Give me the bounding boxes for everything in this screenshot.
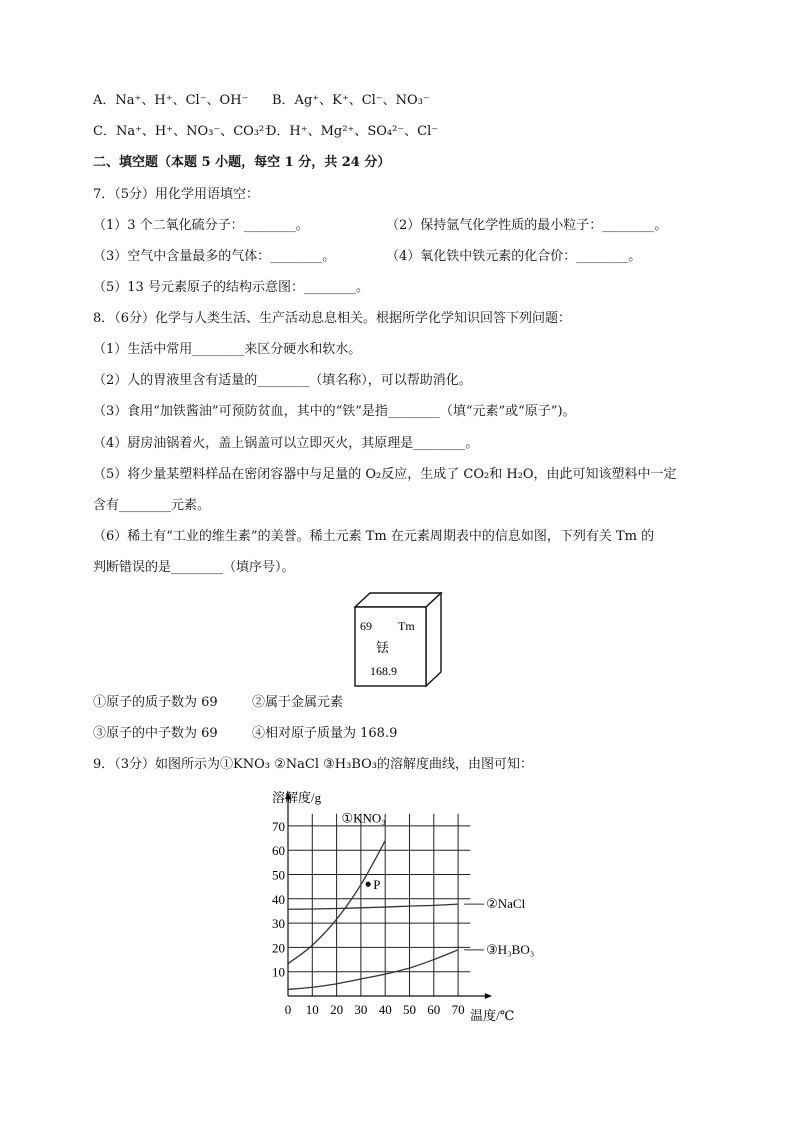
q8-part6-line1: （6）稀土有“工业的维生素”的美誉。稀土元素 Tm 在元素周期表中的信息如图，下列有关 Tm 的 bbox=[93, 529, 655, 544]
q8-option4: ④相对原子质量为 168.9 bbox=[252, 726, 398, 741]
element-mass: 168.9 bbox=[370, 664, 397, 678]
q8-part5-line1: （5）将少量某塑料样品在密闭容器中与足量的 O₂反应，生成了 CO₂和 H₂O，由此可知该塑料中一定 bbox=[93, 467, 677, 482]
q7-part5: （5）13 号元素原子的结构示意图：________。 bbox=[93, 280, 369, 295]
y-tick-label: 40 bbox=[272, 891, 285, 907]
chart-series bbox=[288, 841, 458, 990]
point-p-marker bbox=[366, 882, 371, 887]
y-tick-label: 60 bbox=[272, 843, 285, 859]
q8-part4: （4）厨房油锅着火，盖上锅盖可以立即灭火，其原理是________。 bbox=[93, 436, 479, 451]
q8-option3: ③原子的中子数为 69 bbox=[93, 726, 218, 741]
q7-stem: 7．（5分）用化学用语填空： bbox=[93, 187, 260, 202]
q8-part2: （2）人的胃液里含有适量的________（填名称），可以帮助消化。 bbox=[93, 373, 472, 388]
point-p-label: P bbox=[373, 877, 381, 893]
solubility-chart bbox=[268, 782, 538, 1032]
x-tick-label: 30 bbox=[354, 1002, 368, 1017]
x-tick-label: 20 bbox=[330, 1002, 344, 1017]
y-tick-label: 50 bbox=[272, 867, 285, 883]
y-axis-title: 溶解度/g bbox=[272, 790, 322, 805]
chart-ticks bbox=[272, 819, 465, 1017]
tile-side-face bbox=[426, 593, 441, 686]
series-label-h3bo3: ③H₃BO₃ bbox=[486, 941, 535, 957]
x-tick-label: 70 bbox=[451, 1002, 465, 1017]
q8-option1: ①原子的质子数为 69 bbox=[93, 695, 218, 710]
y-tick-label: 70 bbox=[272, 818, 285, 834]
q8-option2: ②属于金属元素 bbox=[252, 695, 344, 710]
q8-part5-line2: 含有________元素。 bbox=[93, 498, 211, 513]
q7-part2: （2）保持氩气化学性质的最小粒子：________。 bbox=[386, 218, 668, 233]
q7-part1: （1）3 个二氧化硫分子：________。 bbox=[93, 218, 309, 233]
x-axis-title: 温度/℃ bbox=[470, 1008, 515, 1023]
nacl-curve bbox=[288, 904, 458, 909]
series-label-nacl: ②NaCl bbox=[486, 896, 526, 912]
q6-option-c: C．Na⁺、H⁺、NO₃⁻、CO₃²⁻ bbox=[93, 124, 272, 139]
section-title: 二、填空题（本题 5 小题，每空 1 分，共 24 分） bbox=[93, 155, 391, 170]
q6-option-d: D．H⁺、Mg²⁺、SO₄²⁻、Cl⁻ bbox=[266, 124, 439, 139]
element-atomic-number: 69 bbox=[360, 619, 372, 633]
q6-option-a: A．Na⁺、H⁺、Cl⁻、OH⁻ bbox=[93, 93, 249, 108]
element-symbol: Tm bbox=[398, 619, 415, 633]
element-name: 铥 bbox=[376, 640, 390, 655]
x-tick-label: 50 bbox=[403, 1002, 416, 1017]
x-tick-label: 0 bbox=[284, 1002, 292, 1017]
q7-part3: （3）空气中含量最多的气体：________。 bbox=[93, 249, 336, 264]
x-tick-label: 40 bbox=[378, 1002, 392, 1017]
q9-stem: 9．（3分）如图所示为①KNO₃ ②NaCl ③H₃BO₃的溶解度曲线，由图可知： bbox=[93, 757, 534, 772]
chart-axes bbox=[285, 792, 492, 999]
q8-part6-line2: 判断错误的是________（填序号）。 bbox=[93, 560, 295, 575]
x-tick-label: 10 bbox=[305, 1002, 319, 1017]
q8-part3: （3）食用“加铁酱油”可预防贫血，其中的“铁”是指________（填“元素”或“原子”)。 bbox=[93, 404, 576, 419]
y-tick-label: 10 bbox=[272, 964, 285, 980]
y-tick-label: 30 bbox=[272, 916, 285, 932]
series-label-kno3: ①KNO₃ bbox=[341, 810, 386, 826]
x-tick-label: 60 bbox=[427, 1002, 441, 1017]
h3bo3-curve bbox=[288, 950, 458, 990]
y-tick-label: 20 bbox=[272, 940, 285, 956]
element-tile-tm bbox=[354, 592, 444, 688]
x-axis-arrow bbox=[485, 993, 492, 999]
q8-stem: 8．（6分）化学与人类生活、生产活动息息相关。根据所学化学知识回答下列问题： bbox=[93, 311, 572, 326]
q7-part4: （4）氧化铁中铁元素的化合价：________。 bbox=[386, 249, 642, 264]
q8-part1: （1）生活中常用________来区分硬水和软水。 bbox=[93, 342, 362, 357]
q6-option-b: B．Ag⁺、K⁺、Cl⁻、NO₃⁻ bbox=[272, 93, 430, 108]
